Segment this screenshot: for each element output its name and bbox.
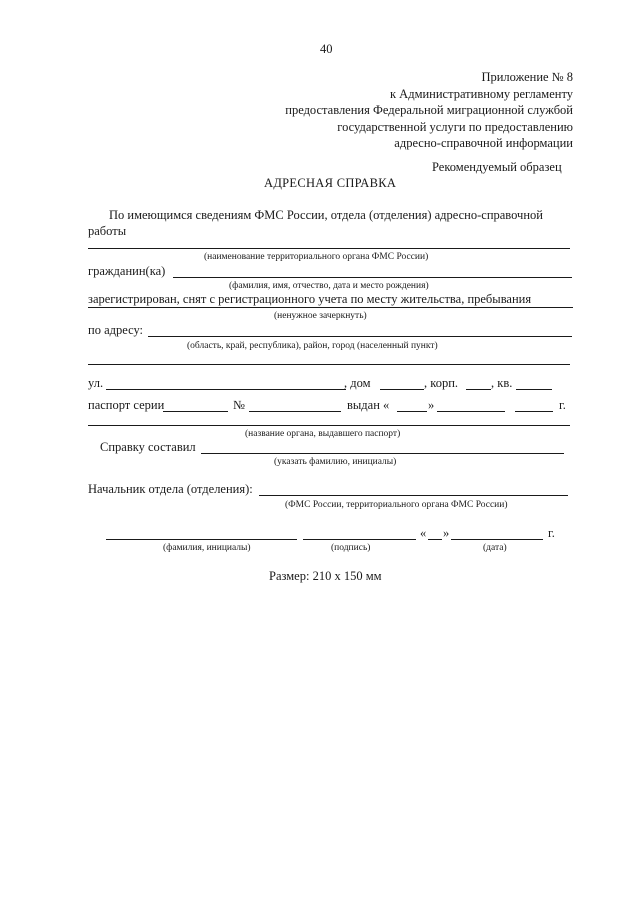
page-number: 40 xyxy=(320,42,333,56)
street-label: ул. xyxy=(88,376,104,390)
passport-series-field[interactable] xyxy=(163,411,228,412)
year-label: г. xyxy=(559,398,566,412)
passport-org-caption: (название органа, выдавшего паспорт) xyxy=(245,429,401,439)
sig-month-field[interactable] xyxy=(451,539,543,540)
registered-underline xyxy=(88,307,573,308)
person-caption: (фамилия, имя, отчество, дата и место рождения) xyxy=(229,281,429,291)
number-sign: № xyxy=(233,398,245,412)
issued-label: выдан « xyxy=(347,398,390,412)
document-title: АДРЕСНАЯ СПРАВКА xyxy=(264,176,397,190)
issued-day-field[interactable] xyxy=(397,411,427,412)
sig-open-quote: « xyxy=(420,526,427,540)
korp-field[interactable] xyxy=(466,389,491,390)
registered-line: зарегистрирован, снят с регистрационного учета по месту жительства, пребывания xyxy=(88,292,532,306)
compiler-field[interactable] xyxy=(201,453,564,454)
issued-month-field[interactable] xyxy=(437,411,505,412)
street-field[interactable] xyxy=(106,389,346,390)
intro-line-1: По имеющимся сведениям ФМС России, отдела (отделения) адресно-справочной xyxy=(109,208,543,222)
recommended-label: Рекомендуемый образец xyxy=(432,160,562,174)
signature-field[interactable] xyxy=(303,539,416,540)
korp-label: , корп. xyxy=(424,376,459,390)
appendix-line: государственной услуги по предоставлению xyxy=(337,119,573,134)
issued-year-field[interactable] xyxy=(515,411,553,412)
organ-field[interactable] xyxy=(88,248,570,249)
name-field[interactable] xyxy=(106,539,297,540)
sig-close-quote: » xyxy=(443,526,450,540)
citizen-field[interactable] xyxy=(173,277,572,278)
sig-day-field[interactable] xyxy=(428,539,442,540)
chief-label: Начальник отдела (отделения): xyxy=(88,482,253,496)
passport-number-field[interactable] xyxy=(249,411,341,412)
intro-line-2: работы xyxy=(88,224,127,238)
date-caption: (дата) xyxy=(483,543,507,553)
house-label: , дом xyxy=(344,376,371,390)
address-field-2[interactable] xyxy=(88,364,570,365)
passport-org-field[interactable] xyxy=(88,425,570,426)
citizen-label: гражданин(ка) xyxy=(88,264,166,278)
appendix-block xyxy=(285,69,573,152)
sig-year-label: г. xyxy=(548,526,555,540)
region-caption: (область, край, республика), район, город (населенный пункт) xyxy=(187,341,438,351)
name-caption: (фамилия, инициалы) xyxy=(163,543,251,553)
house-field[interactable] xyxy=(380,389,424,390)
organ-caption: (наименование территориального органа ФМС России) xyxy=(204,252,429,262)
passport-series-label: паспорт серии xyxy=(88,398,165,412)
chief-org-caption: (ФМС России, территориального органа ФМС России) xyxy=(285,500,508,510)
kv-field[interactable] xyxy=(516,389,552,390)
chief-field[interactable] xyxy=(259,495,568,496)
compiled-by-label: Справку составил xyxy=(100,440,196,454)
address-label: по адресу: xyxy=(88,323,144,337)
appendix-line: Приложение № 8 xyxy=(481,70,573,84)
appendix-line: к Административному регламенту xyxy=(389,86,573,101)
address-field[interactable] xyxy=(148,336,572,337)
strike-caption: (ненужное зачеркнуть) xyxy=(274,311,367,321)
appendix-line: адресно-справочной информации xyxy=(394,136,573,150)
compiler-caption: (указать фамилию, инициалы) xyxy=(274,457,397,467)
size-note: Размер: 210 х 150 мм xyxy=(269,569,382,583)
kv-label: , кв. xyxy=(491,376,513,390)
issued-close-quote: » xyxy=(428,398,435,412)
signature-caption: (подпись) xyxy=(331,543,371,553)
appendix-line: предоставления Федеральной миграционной службой xyxy=(285,103,573,117)
